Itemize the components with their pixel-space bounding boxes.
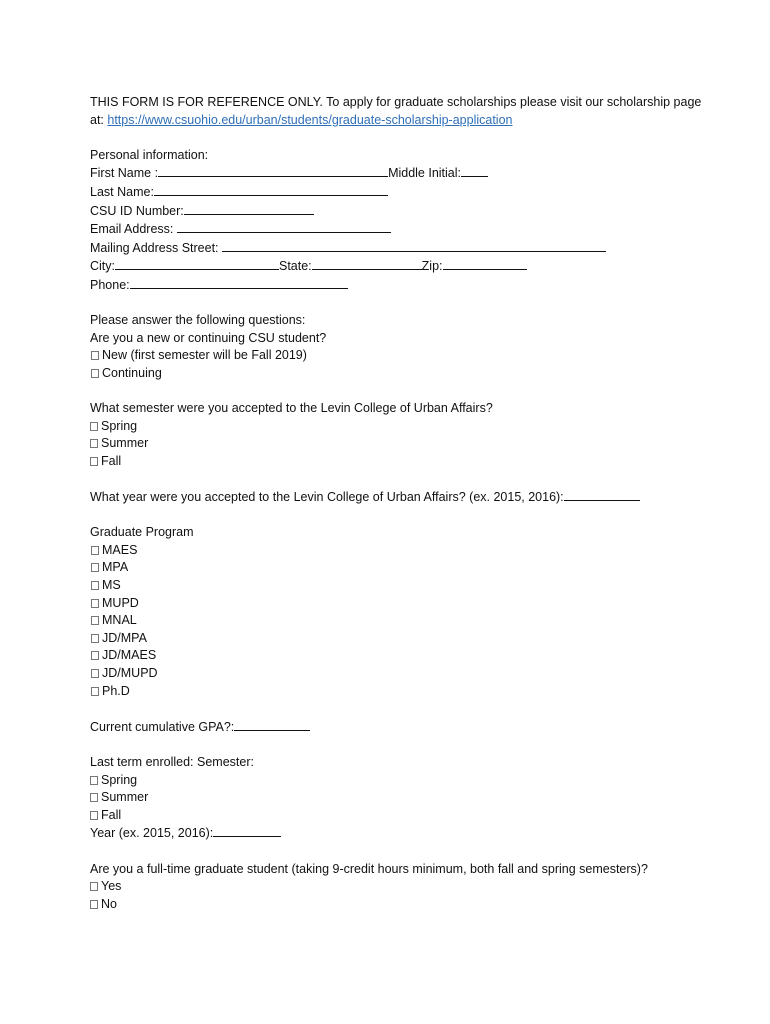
checkbox[interactable] xyxy=(91,369,99,378)
checkbox[interactable] xyxy=(91,581,99,590)
checkbox[interactable] xyxy=(90,439,98,448)
year-accepted-field[interactable] xyxy=(564,488,640,501)
student-type-question: Are you a new or continuing CSU student? xyxy=(90,330,327,345)
option-summer[interactable] xyxy=(90,789,710,807)
option-mnal[interactable] xyxy=(90,612,710,630)
state-label: State: xyxy=(279,259,312,274)
last-term-year-label: Year (ex. 2015, 2016): xyxy=(90,826,214,841)
spacer xyxy=(90,470,710,488)
option-label: Summer xyxy=(101,436,149,451)
last-term-year-row xyxy=(90,824,710,843)
option-phd[interactable] xyxy=(90,683,710,701)
checkbox[interactable] xyxy=(91,599,99,608)
checkbox[interactable] xyxy=(90,793,98,802)
option-label: Yes xyxy=(101,879,122,894)
csu-id-field[interactable] xyxy=(184,202,314,215)
last-term-year-field[interactable] xyxy=(213,824,281,837)
scholarship-link[interactable]: https://www.csuohio.edu/urban/students/graduate-scholarship-application xyxy=(107,112,513,127)
option-label: MS xyxy=(102,578,121,593)
spacer xyxy=(90,383,710,401)
city-label: City: xyxy=(90,259,115,274)
option-label: Summer xyxy=(101,790,149,805)
last-name-row xyxy=(90,183,710,202)
option-no[interactable] xyxy=(90,896,710,914)
full-time-question: Are you a full-time graduate student (taking 9-credit hours minimum, both fall and spring semesters)? xyxy=(90,861,648,876)
mailing-label: Mailing Address Street: xyxy=(90,240,223,255)
spacer xyxy=(90,736,710,754)
option-jd-maes[interactable] xyxy=(90,647,710,665)
last-name-field[interactable] xyxy=(154,183,388,196)
checkbox[interactable] xyxy=(91,634,99,643)
option-jd-mpa[interactable] xyxy=(90,630,710,648)
option-label: Spring xyxy=(101,772,138,787)
phone-row xyxy=(90,276,710,295)
option-continuing[interactable] xyxy=(90,365,710,383)
last-name-label: Last Name: xyxy=(90,184,154,199)
option-maes[interactable] xyxy=(90,542,710,560)
checkbox[interactable] xyxy=(91,651,99,660)
checkbox[interactable] xyxy=(91,687,99,696)
mailing-field[interactable] xyxy=(222,239,606,252)
last-term-question: Last term enrolled: Semester: xyxy=(90,754,254,769)
email-label: Email Address: xyxy=(90,222,177,237)
option-label: No xyxy=(101,896,117,911)
checkbox[interactable] xyxy=(91,546,99,555)
personal-heading: Personal information: xyxy=(90,147,209,162)
option-yes[interactable] xyxy=(90,878,710,896)
option-label: Fall xyxy=(101,807,122,822)
checkbox[interactable] xyxy=(90,457,98,466)
gpa-question: Current cumulative GPA?: xyxy=(90,719,235,734)
year-accepted-row xyxy=(90,488,710,507)
option-new[interactable] xyxy=(90,347,710,365)
reference-notice: THIS FORM IS FOR REFERENCE ONLY. To apply for graduate scholarships please visit our scholarship page xyxy=(90,95,702,109)
option-label: MPA xyxy=(102,560,129,575)
option-label: MNAL xyxy=(102,613,137,628)
option-spring[interactable] xyxy=(90,418,710,436)
first-name-field[interactable] xyxy=(158,164,388,177)
checkbox[interactable] xyxy=(91,616,99,625)
option-mpa[interactable] xyxy=(90,559,710,577)
questions-heading: Please answer the following questions: xyxy=(90,313,306,328)
option-label: MUPD xyxy=(102,595,139,610)
program-question: Graduate Program xyxy=(90,525,194,540)
option-label: Continuing xyxy=(102,365,162,380)
spacer xyxy=(90,129,710,147)
option-label: MAES xyxy=(102,542,138,557)
state-field[interactable] xyxy=(312,257,422,270)
middle-initial-field[interactable] xyxy=(461,164,488,177)
at-label: at: xyxy=(90,112,108,127)
scholarship-link-line xyxy=(90,112,710,130)
mailing-row xyxy=(90,239,710,258)
option-label: JD/MUPD xyxy=(102,666,158,680)
checkbox[interactable] xyxy=(90,900,98,909)
phone-label: Phone: xyxy=(90,277,130,292)
option-fall[interactable] xyxy=(90,807,710,825)
option-label: Ph.D xyxy=(102,683,130,698)
zip-field[interactable] xyxy=(443,257,527,270)
city-row xyxy=(90,257,710,276)
checkbox[interactable] xyxy=(90,882,98,891)
year-accepted-question: What year were you accepted to the Levin College of Urban Affairs? (ex. 2015, 2016): xyxy=(90,490,564,505)
option-label: Fall xyxy=(101,453,122,468)
option-label: JD/MPA xyxy=(102,630,147,645)
checkbox[interactable] xyxy=(90,422,98,431)
zip-label: Zip: xyxy=(421,259,443,274)
checkbox[interactable] xyxy=(90,811,98,820)
spacer xyxy=(90,507,710,525)
email-field[interactable] xyxy=(177,220,391,233)
semester-accepted-question: What semester were you accepted to the Levin College of Urban Affairs? xyxy=(90,401,493,416)
checkbox[interactable] xyxy=(91,563,99,572)
checkbox[interactable] xyxy=(90,776,98,785)
spacer xyxy=(90,295,710,313)
middle-initial-label: Middle Initial: xyxy=(388,166,462,181)
checkbox[interactable] xyxy=(91,351,99,360)
option-spring[interactable] xyxy=(90,772,710,790)
option-label: Spring xyxy=(101,418,138,433)
option-summer[interactable] xyxy=(90,435,710,453)
city-field[interactable] xyxy=(115,257,279,270)
checkbox[interactable] xyxy=(91,669,99,678)
csu-id-row xyxy=(90,202,710,221)
spacer xyxy=(90,843,710,861)
option-mupd[interactable] xyxy=(90,595,710,613)
option-ms[interactable] xyxy=(90,577,710,595)
first-name-row xyxy=(90,164,710,183)
option-fall[interactable] xyxy=(90,453,710,471)
option-label: JD/MAES xyxy=(102,648,157,663)
gpa-row xyxy=(90,718,710,737)
option-label: New (first semester will be Fall 2019) xyxy=(102,348,307,363)
first-name-label: First Name : xyxy=(90,166,159,181)
email-row xyxy=(90,220,710,239)
form-content xyxy=(90,94,710,913)
phone-field[interactable] xyxy=(130,276,348,289)
csu-id-label: CSU ID Number: xyxy=(90,203,184,218)
spacer xyxy=(90,700,710,718)
gpa-field[interactable] xyxy=(234,718,310,731)
option-jd-mupd[interactable] xyxy=(90,665,710,683)
